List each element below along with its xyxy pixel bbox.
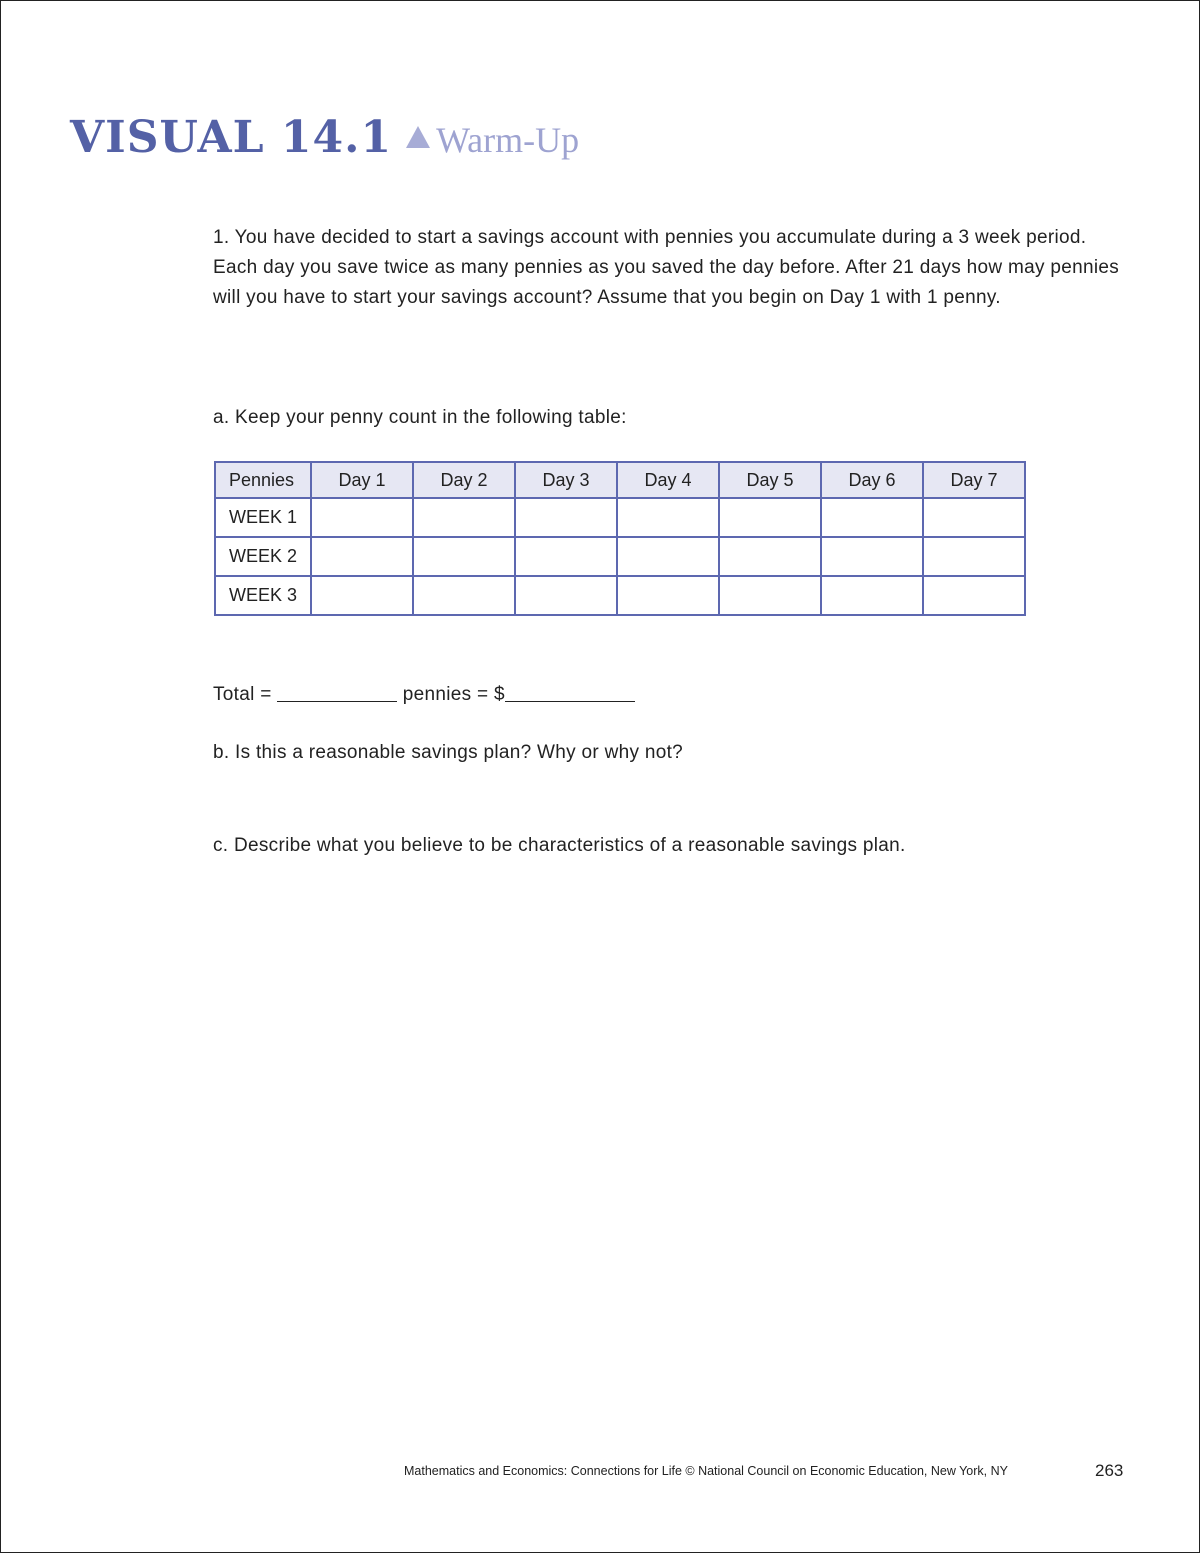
total-prefix: Total = [213,684,272,705]
table-cell[interactable] [821,576,923,615]
table-cell[interactable] [515,576,617,615]
table-cell[interactable] [413,537,515,576]
table-cell[interactable] [719,576,821,615]
table-row [215,576,1025,615]
table-cell[interactable] [515,498,617,537]
page-number: 263 [1095,1461,1124,1480]
column-header-day-2: Day 2 [413,462,515,498]
table-cell[interactable] [923,537,1025,576]
table-cell[interactable] [719,537,821,576]
table-header-row [215,462,1025,498]
table-cell[interactable] [311,498,413,537]
column-header-day-7: Day 7 [923,462,1025,498]
total-middle: pennies = $ [402,684,505,705]
table-row [215,498,1025,537]
visual-subtitle: Warm-Up [436,120,580,160]
table-cell[interactable] [719,498,821,537]
part-a-prompt: a. Keep your penny count in the following table: [213,407,627,428]
part-c-prompt: c. Describe what you believe to be characteristics of a reasonable savings plan. [213,835,906,856]
table-cell[interactable] [617,576,719,615]
table-cell[interactable] [617,498,719,537]
column-header-day-6: Day 6 [821,462,923,498]
total-dollars-blank[interactable] [505,683,635,702]
table-cell[interactable] [413,498,515,537]
visual-title: VISUAL 14.1 [70,112,393,163]
table-cell[interactable] [515,537,617,576]
table-row [215,537,1025,576]
table-cell[interactable] [923,498,1025,537]
row-label-week-1: WEEK 1 [215,498,311,537]
column-header-day-4: Day 4 [617,462,719,498]
page-header [70,112,579,163]
penny-count-table [214,461,1026,616]
column-header-day-5: Day 5 [719,462,821,498]
table-cell[interactable] [311,576,413,615]
triangle-up-icon [406,126,430,148]
table-cell[interactable] [821,498,923,537]
column-header-day-1: Day 1 [311,462,413,498]
total-line [213,680,1133,710]
part-b-prompt: b. Is this a reasonable savings plan? Why or why not? [213,742,684,763]
table-cell[interactable] [413,576,515,615]
table-cell[interactable] [821,537,923,576]
table-cell[interactable] [311,537,413,576]
total-pennies-blank[interactable] [277,683,397,702]
table-cell[interactable] [923,576,1025,615]
table-cell[interactable] [617,537,719,576]
column-header-day-3: Day 3 [515,462,617,498]
footer-citation: Mathematics and Economics: Connections for Life © National Council on Economic Education, New York, NY [404,1464,1008,1478]
row-label-week-3: WEEK 3 [215,576,311,615]
question-1: 1. You have decided to start a savings account with pennies you accumulate during a 3 week period. Each day you save twice as many pennies as you saved the day before. After 21 days how may pennies will you have to start your savings account? Assume that you begin on Day 1 with 1 penny. [213,227,1120,308]
table-corner-label: Pennies [215,462,311,498]
row-label-week-2: WEEK 2 [215,537,311,576]
